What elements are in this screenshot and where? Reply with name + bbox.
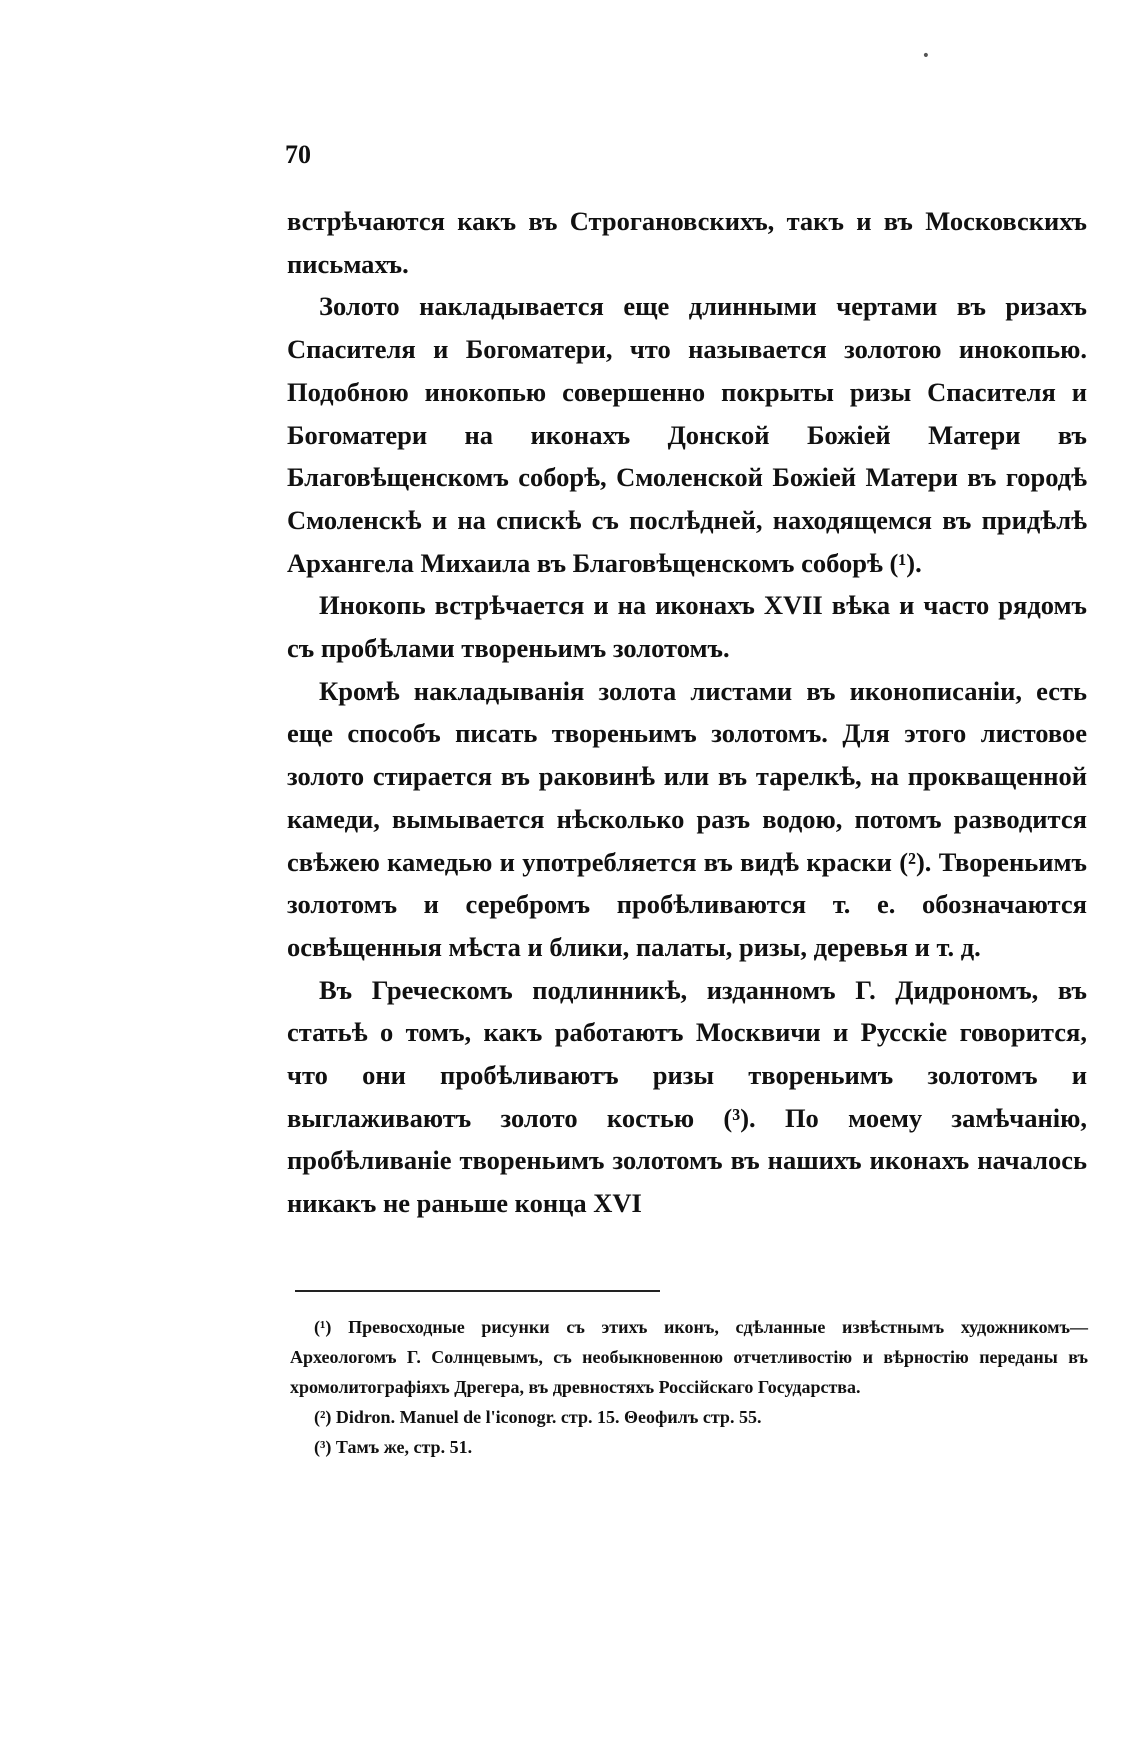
footnote-3: (³) Тамъ же, стр. 51. <box>314 1437 473 1457</box>
footnote-1: (¹) Превосходные рисунки съ этихъ иконъ, сдѣланные извѣстнымъ художникомъ—Археологомъ Г. Солнцевымъ, съ необыкновенною отчетливостію и вѣрностію переданы въ хромолитографіяхъ Дрегера, въ древностяхъ Россійскаго Государства. <box>290 1317 1088 1397</box>
print-speck: • <box>921 48 930 64</box>
paragraph-greek-manual: Въ Греческомъ подлинникѣ, изданномъ Г. Дидрономъ, въ статьѣ о томъ, какъ работаютъ Москвичи и Русскіе говорится, что они пробѣливаютъ ризы твореньимъ золотомъ и выглаживаютъ золото костью (³). По моему замѣчанію, пробѣливаніе твореньимъ золотомъ въ нашихъ иконахъ началось никакъ не раньше конца XVI <box>287 974 1087 1219</box>
footnote-2: (²) Didron. Manuel de l'iconogr. стр. 15. Θеофилъ стр. 55. <box>314 1407 762 1427</box>
paragraph-continuation: встрѣчаются какъ въ Строгановскихъ, такъ и въ Московскихъ письмахъ. <box>287 206 1087 279</box>
paragraph-xvii-century: Инокопь встрѣчается и на иконахъ XVII вѣка и часто рядомъ съ пробѣлами твореньимъ золотомъ. <box>287 590 1087 664</box>
footnotes <box>290 1312 1088 1462</box>
paragraph-tvorenoe-zoloto: Кромѣ накладыванія золота листами въ иконописаніи, есть еще способъ писать твореньимъ золотомъ. Для этого листовое золото стирается въ раковинѣ или въ тарелкѣ, на прокващенной камеди, вымывается нѣсколько разъ водою, потомъ разводится свѣжею камедью и употребляется въ видѣ краски (²). Твореньимъ золотомъ и серебромъ пробѣливаются т. е. обозначаются освѣщенныя мѣста и блики, палаты, ризы, деревья и т. д. <box>287 675 1087 962</box>
paragraph-inokop: Золото накладывается еще длинными чертами въ ризахъ Спасителя и Богоматери, что называется золотою инокопью. Подобною инокопью совершенно покрыты ризы Спасителя и Богоматери на иконахъ Донской Божіей Матери въ Благовѣщенскомъ соборѣ, Смоленской Божіей Матери въ городѣ Смоленскѣ и на спискѣ съ послѣдней, находящемся въ придѣлѣ Архангела Михаила въ Благовѣщенскомъ соборѣ (¹). <box>287 291 1087 578</box>
main-text <box>287 200 1087 1225</box>
page-number: 70 <box>285 140 311 169</box>
footnote-divider <box>295 1290 660 1292</box>
